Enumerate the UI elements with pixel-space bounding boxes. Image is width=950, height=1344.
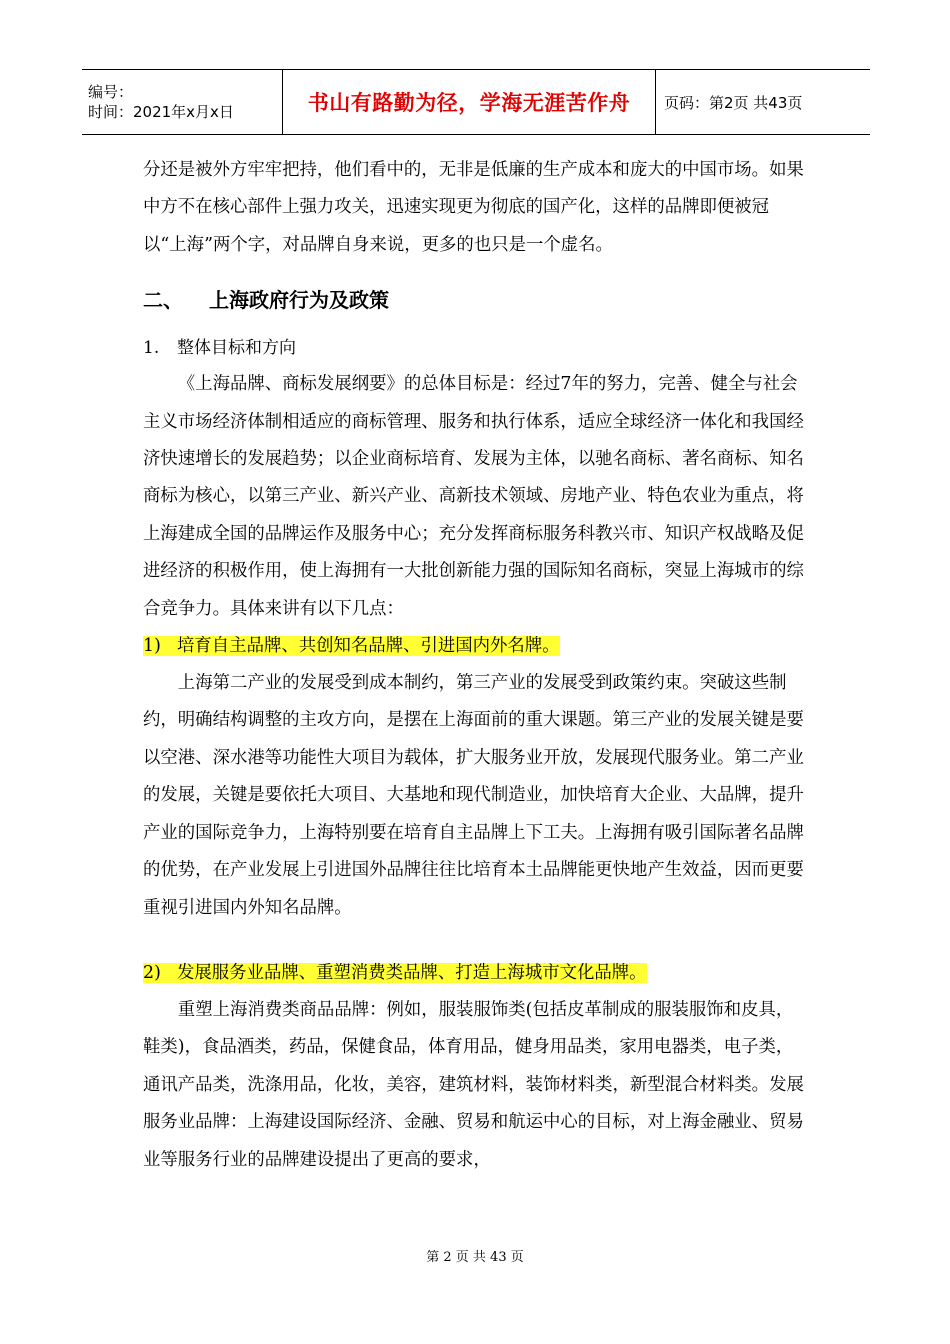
paragraph-consumer-brands: 重塑上海消费类商品品牌：例如，服装服饰类(包括皮革制成的服装服饰和皮具，鞋类)，食品酒类，药品，保健食品，体育用品，健身用品类，家用电器类，电子类，通讯产品类，洗涤用品，化妆，美容，建筑材料，装饰材料类，新型混合材料类。发展服务业品牌：上海建设国际经济、金融、贸易和航运中心的目标，对上海金融业、贸易业等服务行业的品牌建设提出了更高的要求， bbox=[143, 999, 804, 1170]
subsection-heading bbox=[143, 330, 809, 366]
subsection-title: 整体目标和方向 bbox=[177, 338, 296, 359]
header-right-cell bbox=[656, 70, 802, 134]
page-footer: 第 2 页 共 43 页 bbox=[426, 1250, 524, 1265]
paragraph-industry: 上海第二产业的发展受到成本制约，第三产业的发展受到政策约束。突破这些制约，明确结构调整的主攻方向，是摆在上海面前的重大课题。第三产业的发展关键是要以空港、深水港等功能性大项目为载体，扩大服务业开放，发展现代服务业。第二产业的发展，关键是要依托大项目、大基地和现代制造业，加快培育大企业、大品牌，提升产业的国际竞争力，上海特别要在培育自主品牌上下工夫。上海拥有吸引国际著名品牌的优势，在产业发展上引进国外品牌往往比培育本土品牌能更快地产生效益，因而更要重视引进国内外知名品牌。 bbox=[143, 673, 804, 918]
highlighted-item-1 bbox=[143, 628, 809, 665]
item-1-text: 培育自主品牌、共创知名品牌、引进国内外名牌。 bbox=[177, 636, 560, 657]
code-label: 编号： bbox=[88, 83, 134, 101]
paragraph-goals: 《上海品牌、商标发展纲要》的总体目标是：经过7年的努力，完善、健全与社会主义市场经济体制相适应的商标管理、服务和执行体系，适应全球经济一体化和我国经济快速增长的发展趋势；以企业商标培育、发展为主体，以驰名商标、著名商标、知名商标为核心，以第三产业、新兴产业、高新技术领域、房地产业、特色农业为重点，将上海建成全国的品牌运作及服务中心；充分发挥商标服务科教兴市、知识产权战略及促进经济的积极作用，使上海拥有一大批创新能力强的国际知名商标，突显上海城市的综合竞争力。具体来讲有以下几点： bbox=[143, 374, 804, 619]
blank-line bbox=[143, 927, 809, 955]
subsection-number: 1. bbox=[143, 338, 160, 359]
header-motto-cell bbox=[282, 70, 656, 134]
section-heading bbox=[143, 280, 809, 320]
section-number: 二、 bbox=[143, 288, 183, 313]
date-label: 时间：2021年x月x日 bbox=[88, 103, 234, 121]
item-2-text: 发展服务业品牌、重塑消费类品牌、打造上海城市文化品牌。 bbox=[177, 962, 647, 983]
paragraph-continuation: 分还是被外方牢牢把持，他们看中的，无非是低廉的生产成本和庞大的中国市场。如果中方不在核心部件上强力攻关，迅速实现更为彻底的国产化，这样的品牌即便被冠以“上海”两个字，对品牌自身来说，更多的也只是一个虚名。 bbox=[143, 160, 804, 255]
page-label: 页码：第2页 共43页 bbox=[664, 93, 803, 112]
document-body bbox=[143, 152, 809, 1179]
section-title: 上海政府行为及政策 bbox=[209, 288, 389, 313]
item-2-number: 2) bbox=[143, 962, 161, 983]
highlighted-item-2 bbox=[143, 955, 809, 992]
page-header bbox=[82, 69, 870, 135]
header-left-cell bbox=[82, 70, 282, 134]
motto-text: 书山有路勤为径，学海无涯苦作舟 bbox=[307, 91, 631, 115]
item-1-number: 1) bbox=[143, 636, 161, 657]
